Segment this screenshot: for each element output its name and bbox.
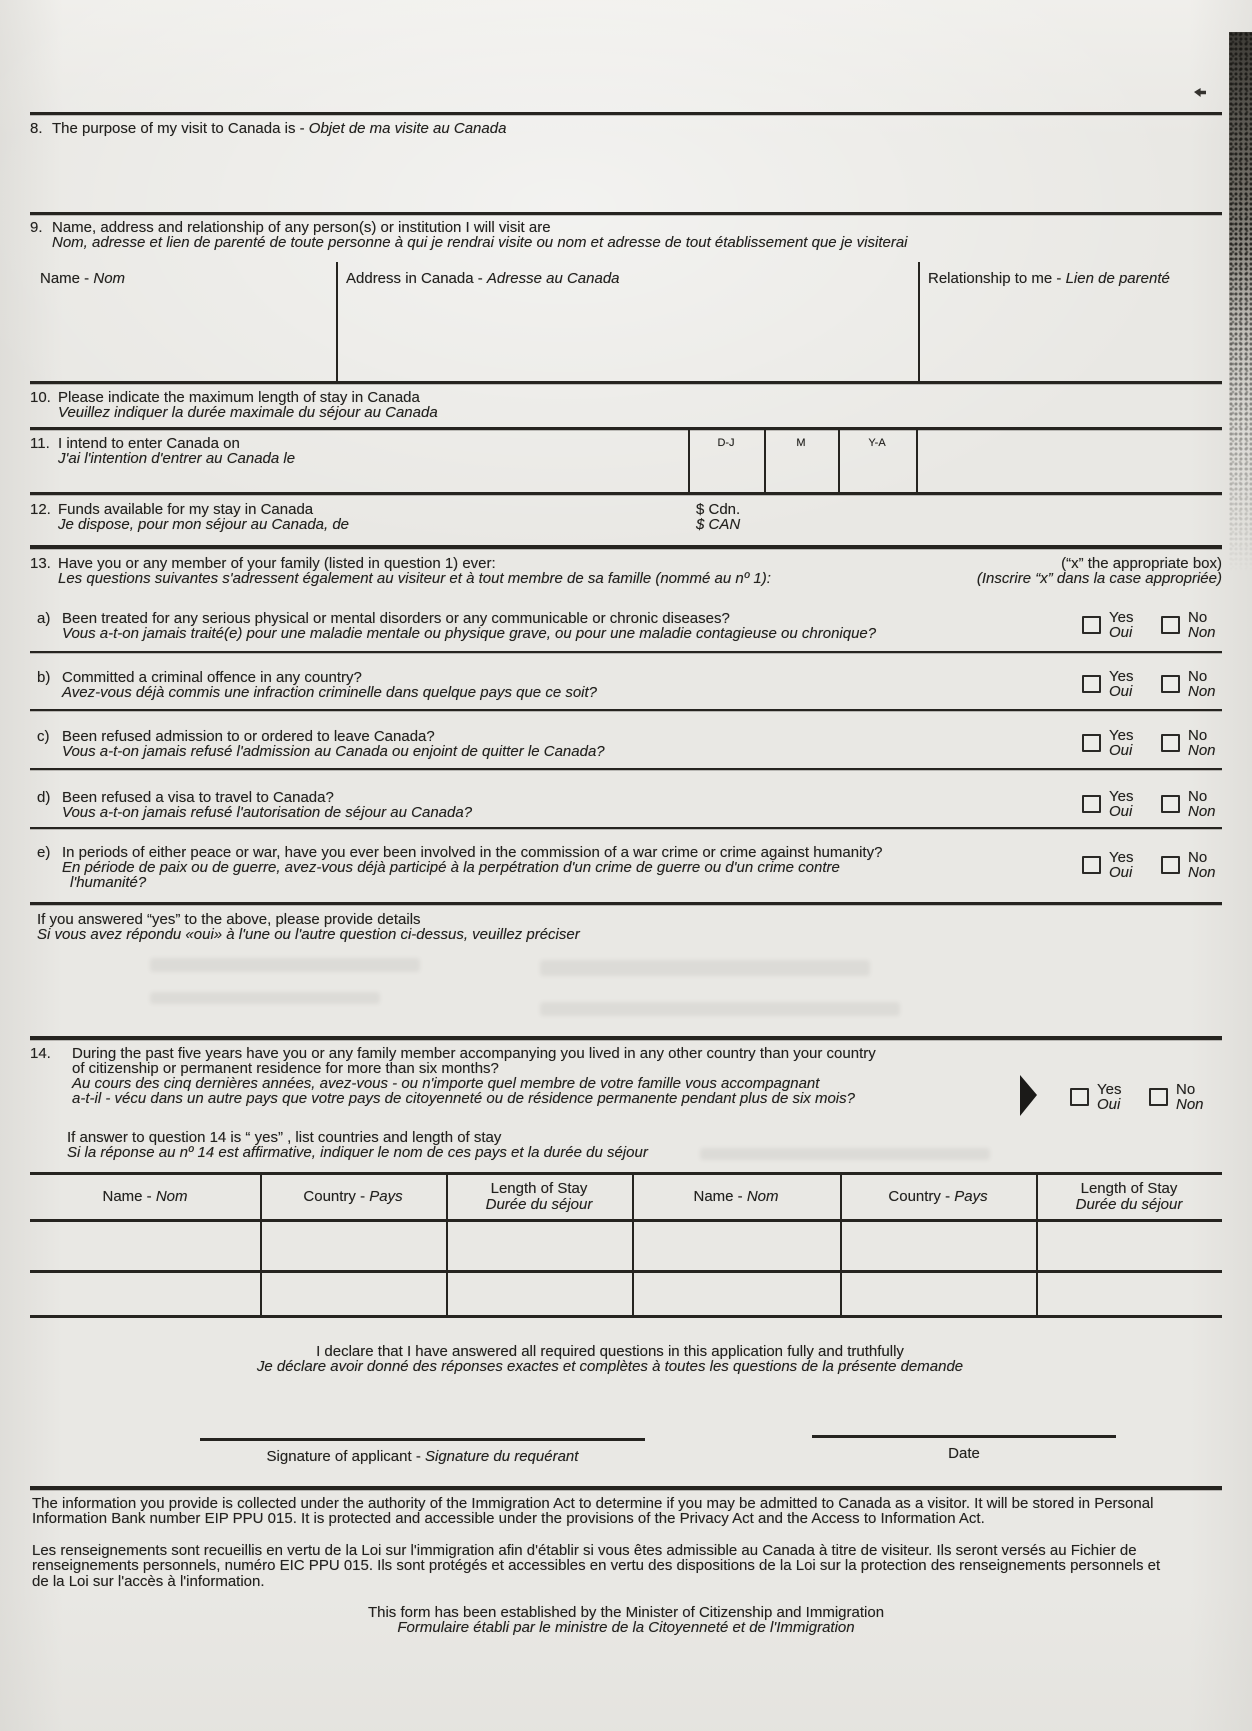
- q13-number: 13.: [30, 555, 51, 572]
- q12-currency-en: $ Cdn.: [696, 501, 741, 518]
- q8-label: The purpose of my visit to Canada is - Objet de ma visite au Canada: [52, 120, 507, 137]
- q10-label-fr: Veuillez indiquer la durée maximale du séjour au Canada: [58, 404, 438, 421]
- table-row: [30, 1273, 1222, 1315]
- q13c-yesno-group: [1082, 728, 1232, 758]
- scan-edge-artifact: [1229, 32, 1252, 572]
- q13c-text-en: Been refused admission to or ordered to leave Canada?: [62, 728, 435, 745]
- q12-currency-fr: $ CAN: [696, 516, 741, 533]
- q14-no-label: No Non: [1176, 1081, 1204, 1113]
- q13e-no-label: No Non: [1188, 849, 1216, 881]
- section-divider: [30, 381, 1222, 384]
- q13e-text-fr2: l'humanité?: [70, 874, 147, 891]
- column-divider: [918, 262, 920, 381]
- section-divider: [30, 112, 1222, 115]
- section-divider: [30, 1486, 1222, 1490]
- pointer-arrow-icon: [1020, 1075, 1037, 1116]
- q9-name-area[interactable]: [30, 292, 330, 378]
- date-area[interactable]: [812, 1395, 1116, 1435]
- header-name-1: Name - Nom: [102, 1188, 188, 1205]
- q8-answer-area[interactable]: [30, 138, 1222, 208]
- table-cell[interactable]: [446, 1273, 632, 1315]
- q14-label-fr-line2: a-t-il - vécu dans un autre pays que votre pays de citoyenneté ou de résidence permanente pendant plus de six mois?: [72, 1090, 855, 1107]
- q13b-yes-label: Yes Oui: [1109, 668, 1134, 700]
- table-cell[interactable]: [1036, 1273, 1222, 1315]
- item-divider: [30, 827, 1222, 829]
- q14-number: 14.: [30, 1045, 51, 1062]
- q13e-text-en: In periods of either peace or war, have you ever been involved in the commission of a war crime or crime against humanity?: [62, 844, 883, 861]
- signature-area[interactable]: [200, 1395, 645, 1437]
- q13a-yes-checkbox[interactable]: [1082, 616, 1101, 634]
- q13c-yes-checkbox[interactable]: [1082, 734, 1101, 752]
- section-divider: [30, 902, 1222, 905]
- footer-fr: Formulaire établi par le ministre de la Citoyenneté et de l'Immigration: [397, 1619, 855, 1636]
- table-row: [30, 1222, 1222, 1270]
- q13d-yesno-group: [1082, 789, 1232, 819]
- q13b-yes-checkbox[interactable]: [1082, 675, 1101, 693]
- footer-en: This form has been established by the Minister of Citizenship and Immigration: [367, 1604, 885, 1621]
- q13c-no-checkbox[interactable]: [1161, 734, 1180, 752]
- q13b-letter: b): [37, 669, 51, 686]
- q13b-no-checkbox[interactable]: [1161, 675, 1180, 693]
- details-label-fr: Si vous avez répondu «oui» à l'une ou l'autre question ci-dessus, veuillez préciser: [37, 926, 580, 943]
- table-cell[interactable]: [840, 1222, 1036, 1270]
- item-divider: [30, 651, 1222, 653]
- q10-label-en: Please indicate the maximum length of stay in Canada: [58, 389, 420, 406]
- q13e-letter: e): [37, 844, 51, 861]
- q14-hint-fr: Si la réponse au nº 14 est affirmative, indiquer le nom de ces pays et la durée du séjour: [67, 1144, 648, 1161]
- q9-col-name-header: Name - Nom: [40, 270, 126, 287]
- q12-label-en: Funds available for my stay in Canada: [58, 501, 314, 518]
- q13a-no-checkbox[interactable]: [1161, 616, 1180, 634]
- q11-month-header: M: [796, 437, 806, 449]
- section-divider: [30, 212, 1222, 215]
- table-cell[interactable]: [840, 1273, 1036, 1315]
- table-header-row: [30, 1176, 1222, 1218]
- table-cell[interactable]: [30, 1273, 260, 1315]
- privacy-statement-fr: Les renseignements sont recueillis en vertu de la Loi sur l'immigration afin d'établir si vous êtes admissible au Canada à titre de visiteur. Ils seront versés au Fichier de renseignements personnels, numéro EIC PPU 015. Ils sont protégés et accessibles en vertu des dispositions de la Loi sur la protection des renseignements personnels et de la Loi sur l'accès à l'information.: [32, 1542, 1161, 1590]
- q14-yes-checkbox[interactable]: [1070, 1088, 1089, 1106]
- q9-address-area[interactable]: [340, 292, 914, 378]
- q13a-text-fr: Vous a-t-on jamais traité(e) pour une maladie mentale ou physique grave, ou pour une maladie contagieuse ou chronique?: [62, 625, 877, 642]
- q14-yesno-group: [1070, 1082, 1220, 1112]
- q14-yes-label: Yes Oui: [1097, 1081, 1122, 1113]
- q10-number: 10.: [30, 389, 51, 406]
- header-country-1: Country - Pays: [303, 1188, 403, 1205]
- q14-label-fr-line1: Au cours des cinq dernières années, avez-vous - ou n'importe quel membre de votre famille vous accompagnant: [72, 1075, 820, 1092]
- declaration-en: I declare that I have answered all required questions in this application fully and truthfully: [316, 1343, 904, 1360]
- countries-stay-table: [30, 1172, 1222, 1318]
- q13c-text-fr: Vous a-t-on jamais refusé l'admission au Canada ou enjoint de quitter le Canada?: [62, 743, 605, 760]
- table-cell[interactable]: [30, 1222, 260, 1270]
- q11-day-cell[interactable]: [690, 452, 762, 490]
- q8-number: 8.: [30, 120, 43, 137]
- header-name-2: Name - Nom: [693, 1188, 779, 1205]
- section-divider: [30, 427, 1222, 430]
- q9-col-address-header: Address in Canada - Adresse au Canada: [346, 270, 620, 287]
- q13d-yes-label: Yes Oui: [1109, 788, 1134, 820]
- table-cell[interactable]: [1036, 1222, 1222, 1270]
- q13a-yesno-group: [1082, 610, 1232, 640]
- q13c-no-label: No Non: [1188, 727, 1216, 759]
- column-divider: [336, 262, 338, 381]
- q11-month-cell[interactable]: [766, 452, 836, 490]
- table-cell[interactable]: [260, 1222, 446, 1270]
- signature-label: Signature of applicant - Signature du requérant: [266, 1448, 579, 1465]
- q13b-no-label: No Non: [1188, 668, 1216, 700]
- privacy-statement-en: The information you provide is collected under the authority of the Immigration Act to determine if you may be admitted to Canada as a visitor. It will be stored in Personal Information Bank number EIP PPU 015. It is protected and accessible under the provisions of the Privacy Act and the Access to Information Act.: [32, 1495, 1154, 1528]
- q13d-no-checkbox[interactable]: [1161, 795, 1180, 813]
- q13d-no-label: No Non: [1188, 788, 1216, 820]
- q13b-text-fr: Avez-vous déjà commis une infraction criminelle dans quelque pays que ce soit?: [62, 684, 598, 701]
- q13e-yes-checkbox[interactable]: [1082, 856, 1101, 874]
- q13d-letter: d): [37, 789, 51, 806]
- date-line: [812, 1435, 1116, 1438]
- header-length-of-stay-1: Length of Stay Durée du séjour: [485, 1180, 593, 1213]
- q13e-yes-label: Yes Oui: [1109, 849, 1134, 881]
- section-divider: [30, 492, 1222, 495]
- q9-number: 9.: [30, 219, 43, 236]
- section-divider: [30, 1036, 1222, 1040]
- q13a-text-en: Been treated for any serious physical or mental disorders or any communicable or chronic diseases?: [62, 610, 730, 627]
- signature-line: [200, 1438, 645, 1441]
- q9-relationship-area[interactable]: [922, 292, 1222, 378]
- date-label: Date: [948, 1445, 980, 1462]
- q13d-text-fr: Vous a-t-on jamais refusé l'autorisation de séjour au Canada?: [62, 804, 473, 821]
- q11-number: 11.: [30, 435, 50, 452]
- item-divider: [30, 709, 1222, 711]
- table-border: [30, 1315, 1222, 1318]
- table-border: [30, 1172, 1222, 1175]
- q11-label-en: I intend to enter Canada on: [58, 435, 240, 452]
- q9-col-relationship-header: Relationship to me - Lien de parenté: [928, 270, 1170, 287]
- q14-no-checkbox[interactable]: [1149, 1088, 1168, 1106]
- table-cell[interactable]: [632, 1273, 840, 1315]
- item-divider: [30, 768, 1222, 770]
- q13a-yes-label: Yes Oui: [1109, 609, 1134, 641]
- q13b-text-en: Committed a criminal offence in any country?: [62, 669, 362, 686]
- header-length-of-stay-2: Length of Stay Durée du séjour: [1075, 1180, 1183, 1213]
- details-answer-area[interactable]: [30, 945, 1222, 1033]
- q11-label-fr: J'ai l'intention d'entrer au Canada le: [58, 450, 296, 467]
- q13-hint-en: (“x” the appropriate box): [1061, 555, 1222, 572]
- section-divider: [30, 545, 1222, 549]
- q13e-no-checkbox[interactable]: [1161, 856, 1180, 874]
- date-box-divider: [916, 429, 918, 492]
- q13a-no-label: No Non: [1188, 609, 1216, 641]
- table-cell[interactable]: [260, 1273, 446, 1315]
- q13b-yesno-group: [1082, 669, 1232, 699]
- bleed-through-artifact: [700, 1148, 990, 1160]
- q11-year-header: Y-A: [868, 437, 886, 449]
- q12-label-fr: Je dispose, pour mon séjour au Canada, de: [58, 516, 350, 533]
- q13-hint-fr: (Inscrire “x” dans la case appropriée): [976, 570, 1222, 587]
- q13e-yesno-group: [1082, 850, 1232, 880]
- ink-smudge: [1194, 88, 1206, 97]
- q13c-yes-label: Yes Oui: [1109, 727, 1134, 759]
- q14-hint-en: If answer to question 14 is “ yes” , list countries and length of stay: [67, 1129, 502, 1146]
- q12-amount-area[interactable]: [760, 498, 1220, 538]
- details-label-en: If you answered “yes” to the above, please provide details: [37, 911, 421, 928]
- declaration-fr: Je déclare avoir donné des réponses exactes et complètes à toutes les questions de la présente demande: [256, 1358, 964, 1375]
- table-cell[interactable]: [446, 1222, 632, 1270]
- q13d-text-en: Been refused a visa to travel to Canada?: [62, 789, 334, 806]
- q11-year-cell[interactable]: [840, 452, 914, 490]
- q13e-text-fr: En période de paix ou de guerre, avez-vous déjà participé à la perpétration d'un crime de guerre ou d'un crime contre: [62, 859, 840, 876]
- q13c-letter: c): [37, 728, 50, 745]
- q9-label-fr: Nom, adresse et lien de parenté de toute personne à qui je rendrai visite ou nom et adresse de tout établissement que je visiterai: [52, 234, 908, 251]
- header-country-2: Country - Pays: [888, 1188, 988, 1205]
- q11-day-header: D-J: [717, 437, 735, 449]
- q13a-letter: a): [37, 610, 51, 627]
- q13-label-en: Have you or any member of your family (listed in question 1) ever:: [58, 555, 496, 572]
- q13-label-fr: Les questions suivantes s'adressent également au visiteur et à tout membre de sa famille (nommé au nº 1):: [58, 570, 771, 587]
- table-cell[interactable]: [632, 1222, 840, 1270]
- q13d-yes-checkbox[interactable]: [1082, 795, 1101, 813]
- q12-number: 12.: [30, 501, 51, 518]
- q9-label-en: Name, address and relationship of any person(s) or institution I will visit are: [52, 219, 551, 236]
- q14-label-en-line1: During the past five years have you or any family member accompanying you lived in any other country than your country: [72, 1045, 876, 1062]
- q14-label-en-line2: of citizenship or permanent residence for more than six months?: [72, 1060, 499, 1077]
